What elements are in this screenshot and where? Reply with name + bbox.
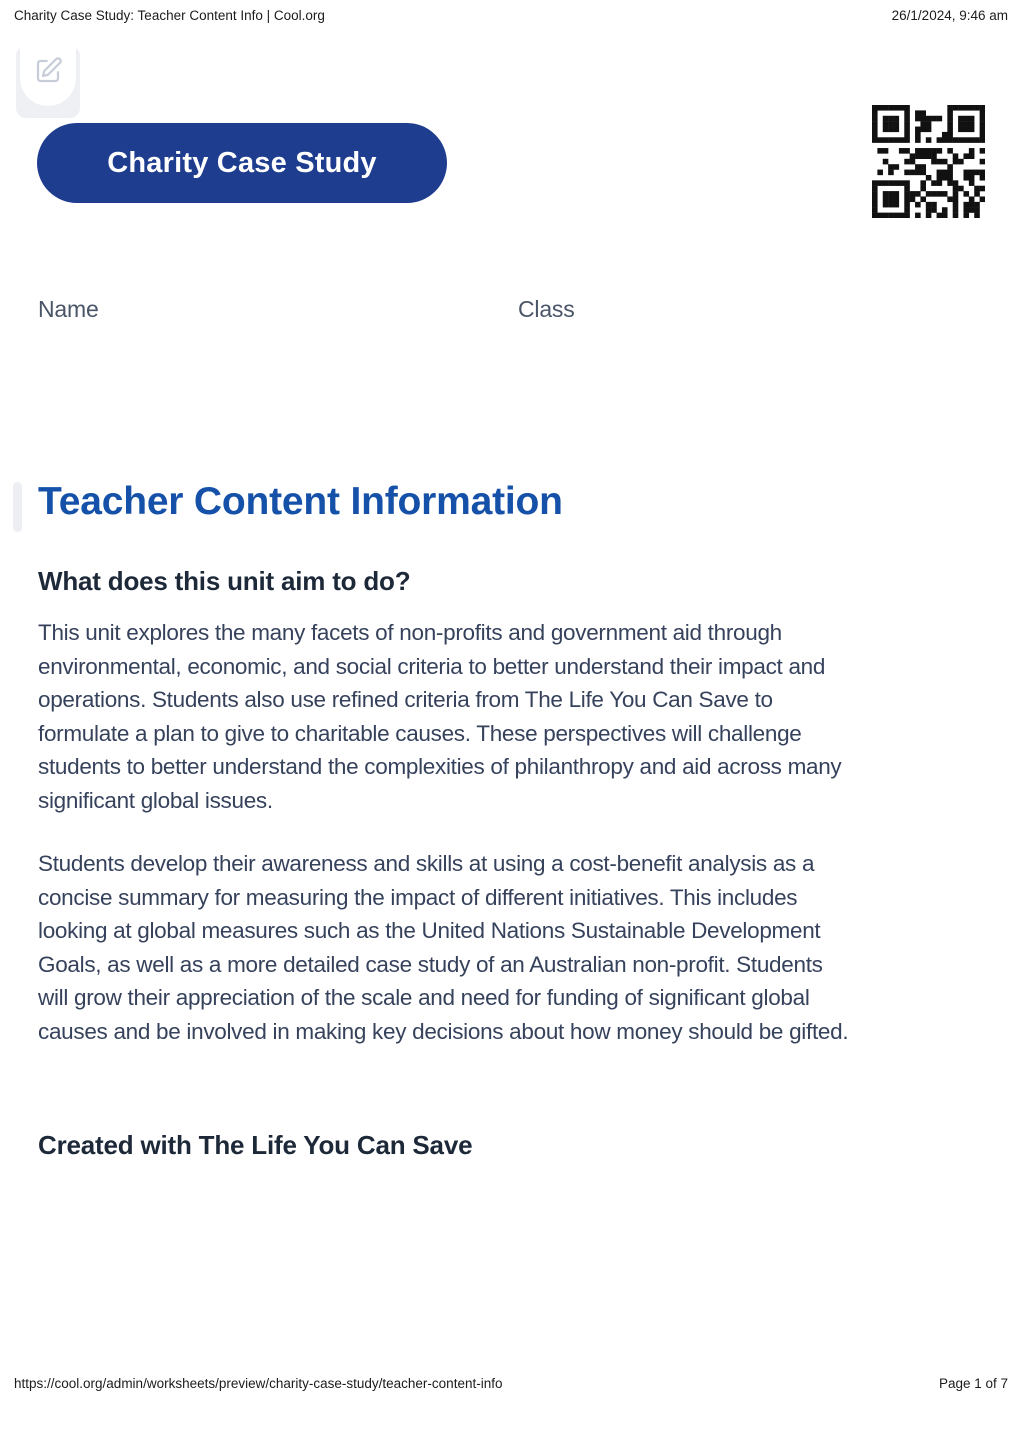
paragraph-line: Goals, as well as a more detailed case study of an Australian non-profit. Students — [38, 951, 823, 977]
paragraph-line: looking at global measures such as the United Nations Sustainable Development — [38, 918, 821, 943]
paragraph-line: environmental, economic, and social criteria to better understand their impact and — [38, 653, 826, 679]
edit-pencil-square-icon — [33, 56, 63, 91]
print-footer-page: Page 1 of 7 — [938, 1376, 1008, 1391]
paragraph-line: causes and be involved in making key decisions about how money should be gifted. — [38, 1018, 849, 1044]
name-field-label: Name — [38, 296, 99, 322]
edit-button[interactable] — [16, 46, 80, 118]
qr-code — [872, 105, 985, 218]
paragraph-line: This unit explores the many facets of non-profits and government aid through — [38, 620, 782, 645]
aim-paragraph-2 — [38, 847, 998, 1048]
paragraph-line: concise summary for measuring the impact of different initiatives. This includes — [38, 884, 798, 910]
print-footer-url: https://cool.org/admin/worksheets/preview/charity-case-study/teacher-content-info — [14, 1376, 503, 1391]
page-title: Teacher Content Information — [38, 480, 563, 523]
print-header-datetime: 26/1/2024, 9:46 am — [891, 8, 1008, 23]
heading-accent-bar — [13, 482, 22, 532]
paragraph-line: significant global issues. — [38, 787, 273, 813]
aim-paragraph-1 — [38, 616, 998, 817]
section-heading-aim: What does this unit aim to do? — [38, 566, 411, 596]
paragraph-line: Students develop their awareness and skills at using a cost-benefit analysis as a — [38, 851, 815, 876]
paragraph-line: will grow their appreciation of the scale and need for funding of significant global — [38, 985, 810, 1010]
paragraph-line: formulate a plan to give to charitable causes. These perspectives will challenge — [38, 720, 802, 746]
class-field-label: Class — [518, 296, 575, 322]
paragraph-line: students to better understand the complexities of philanthropy and aid across many — [38, 754, 842, 779]
print-header-title: Charity Case Study: Teacher Content Info | Cool.org — [14, 8, 325, 23]
paragraph-line: operations. Students also use refined criteria from The Life You Can Save to — [38, 687, 773, 712]
worksheet-title-pill[interactable]: Charity Case Study — [37, 123, 447, 203]
section-heading-created: Created with The Life You Can Save — [38, 1130, 473, 1160]
edit-button-surface — [20, 40, 76, 106]
